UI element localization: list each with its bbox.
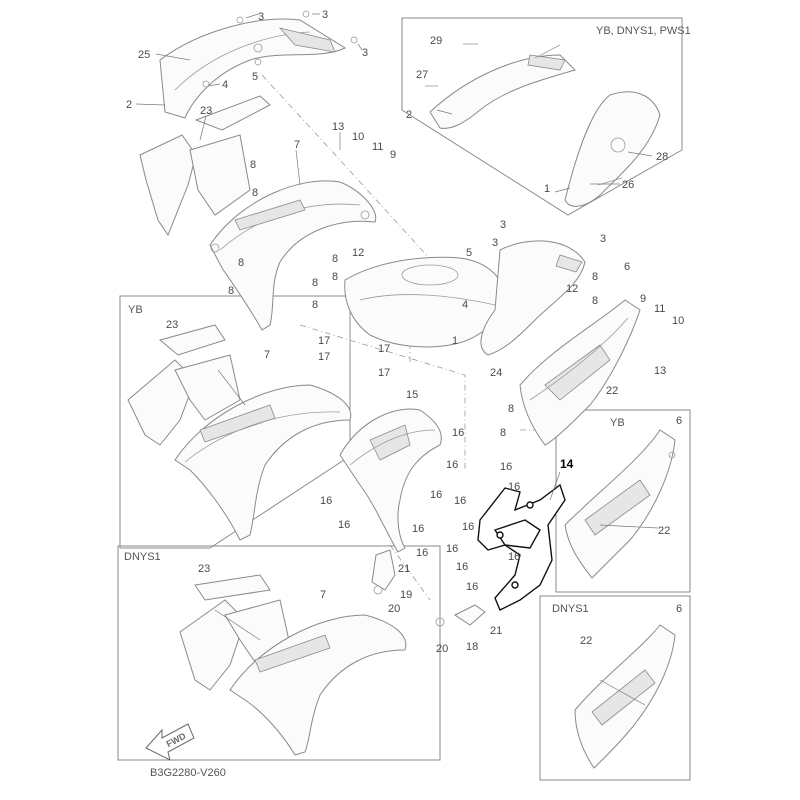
- callout-5: 5: [466, 247, 473, 259]
- callout-16: 16: [338, 519, 351, 531]
- callout-16: 16: [446, 543, 459, 555]
- callout-20: 20: [388, 603, 401, 615]
- callout-16: 16: [454, 495, 467, 507]
- callout-16: 16: [508, 551, 521, 563]
- panel-left-bottom-parts: [180, 575, 406, 755]
- fwd-label: FWD: [164, 730, 188, 750]
- callout-16: 16: [500, 461, 513, 473]
- callout-11: 11: [654, 303, 666, 315]
- callout-7: 7: [320, 589, 327, 601]
- callout-16: 16: [320, 495, 333, 507]
- bracket-14-highlighted: [478, 485, 565, 610]
- callout-8: 8: [252, 187, 259, 199]
- callout-12: 12: [566, 283, 579, 295]
- callout-17: 17: [318, 351, 331, 363]
- callout-6: 6: [624, 261, 631, 273]
- callout-13: 13: [332, 121, 345, 133]
- callout-6: 6: [676, 415, 683, 427]
- callout-26: 26: [622, 179, 635, 191]
- panel-label-left-bottom: DNYS1: [124, 551, 161, 563]
- callout-19: 19: [400, 589, 413, 601]
- callout-12: 12: [352, 247, 365, 259]
- callout-8: 8: [508, 403, 515, 415]
- callout-8: 8: [332, 271, 339, 283]
- callout-17: 17: [378, 343, 391, 355]
- callout-16: 16: [462, 521, 475, 533]
- callout-4: 4: [462, 299, 469, 311]
- callout-8: 8: [238, 257, 245, 269]
- callout-16: 16: [466, 581, 479, 593]
- panel-label-top-right: YB, DNYS1, PWS1: [596, 25, 691, 37]
- callout-8: 8: [500, 427, 507, 439]
- panel-label-right-mid: YB: [610, 417, 625, 429]
- callout-3: 3: [600, 233, 607, 245]
- callout-1: 1: [544, 183, 551, 195]
- callout-3: 3: [500, 219, 507, 231]
- callout-8: 8: [312, 299, 319, 311]
- callout-22: 22: [606, 385, 619, 397]
- callout-29: 29: [430, 35, 443, 47]
- callout-17: 17: [318, 335, 331, 347]
- callout-23: 23: [166, 319, 179, 331]
- callout-15: 15: [406, 389, 419, 401]
- callout-16: 16: [446, 459, 459, 471]
- callout-3: 3: [492, 237, 499, 249]
- callout-28: 28: [656, 151, 669, 163]
- panel-label-left-mid: YB: [128, 304, 143, 316]
- callout-22: 22: [580, 635, 593, 647]
- callout-27: 27: [416, 69, 429, 81]
- callout-7: 7: [264, 349, 271, 361]
- callout-8: 8: [312, 277, 319, 289]
- callout-13: 13: [654, 365, 667, 377]
- callout-23: 23: [198, 563, 211, 575]
- callout-1: 1: [452, 335, 459, 347]
- callout-2: 2: [126, 99, 133, 111]
- callout-16: 16: [430, 489, 443, 501]
- callout-16: 16: [416, 547, 429, 559]
- callout-10: 10: [672, 315, 685, 327]
- callout-8: 8: [592, 271, 599, 283]
- callout-8: 8: [228, 285, 235, 297]
- side-panel-24: [481, 241, 585, 355]
- callout-3: 3: [362, 47, 369, 59]
- callout-9: 9: [390, 149, 397, 161]
- callout-16: 16: [452, 427, 465, 439]
- tank-cover-center: [345, 257, 505, 347]
- callout-18: 18: [466, 641, 479, 653]
- callout-11: 11: [372, 141, 384, 153]
- callout-9: 9: [640, 293, 647, 305]
- callout-16: 16: [456, 561, 469, 573]
- callout-2: 2: [406, 109, 413, 121]
- callout-4: 4: [222, 79, 229, 91]
- callout-16: 16: [412, 523, 425, 535]
- callout-25: 25: [138, 49, 151, 61]
- callout-10: 10: [352, 131, 365, 143]
- callout-3: 3: [258, 11, 265, 23]
- callout-24: 24: [490, 367, 503, 379]
- drawing-code: B3G2280-V260: [150, 767, 226, 779]
- callout-8: 8: [332, 253, 339, 265]
- callout-17: 17: [378, 367, 391, 379]
- inner-panel-15: [340, 409, 441, 552]
- callout-14-highlighted: 14: [560, 457, 574, 471]
- panel-right-mid-parts: [565, 430, 675, 578]
- panel-label-right-bottom: DNYS1: [552, 603, 589, 615]
- callout-8: 8: [592, 295, 599, 307]
- callout-21: 21: [398, 563, 411, 575]
- fwd-arrow-icon: [146, 724, 194, 760]
- callout-7: 7: [294, 139, 301, 151]
- callout-22: 22: [658, 525, 671, 537]
- callout-21: 21: [490, 625, 503, 637]
- callout-6: 6: [676, 603, 683, 615]
- callout-5: 5: [252, 71, 259, 83]
- callout-23: 23: [200, 105, 213, 117]
- callout-8: 8: [250, 159, 257, 171]
- callout-16: 16: [508, 481, 521, 493]
- callout-3: 3: [322, 9, 329, 21]
- callout-20: 20: [436, 643, 449, 655]
